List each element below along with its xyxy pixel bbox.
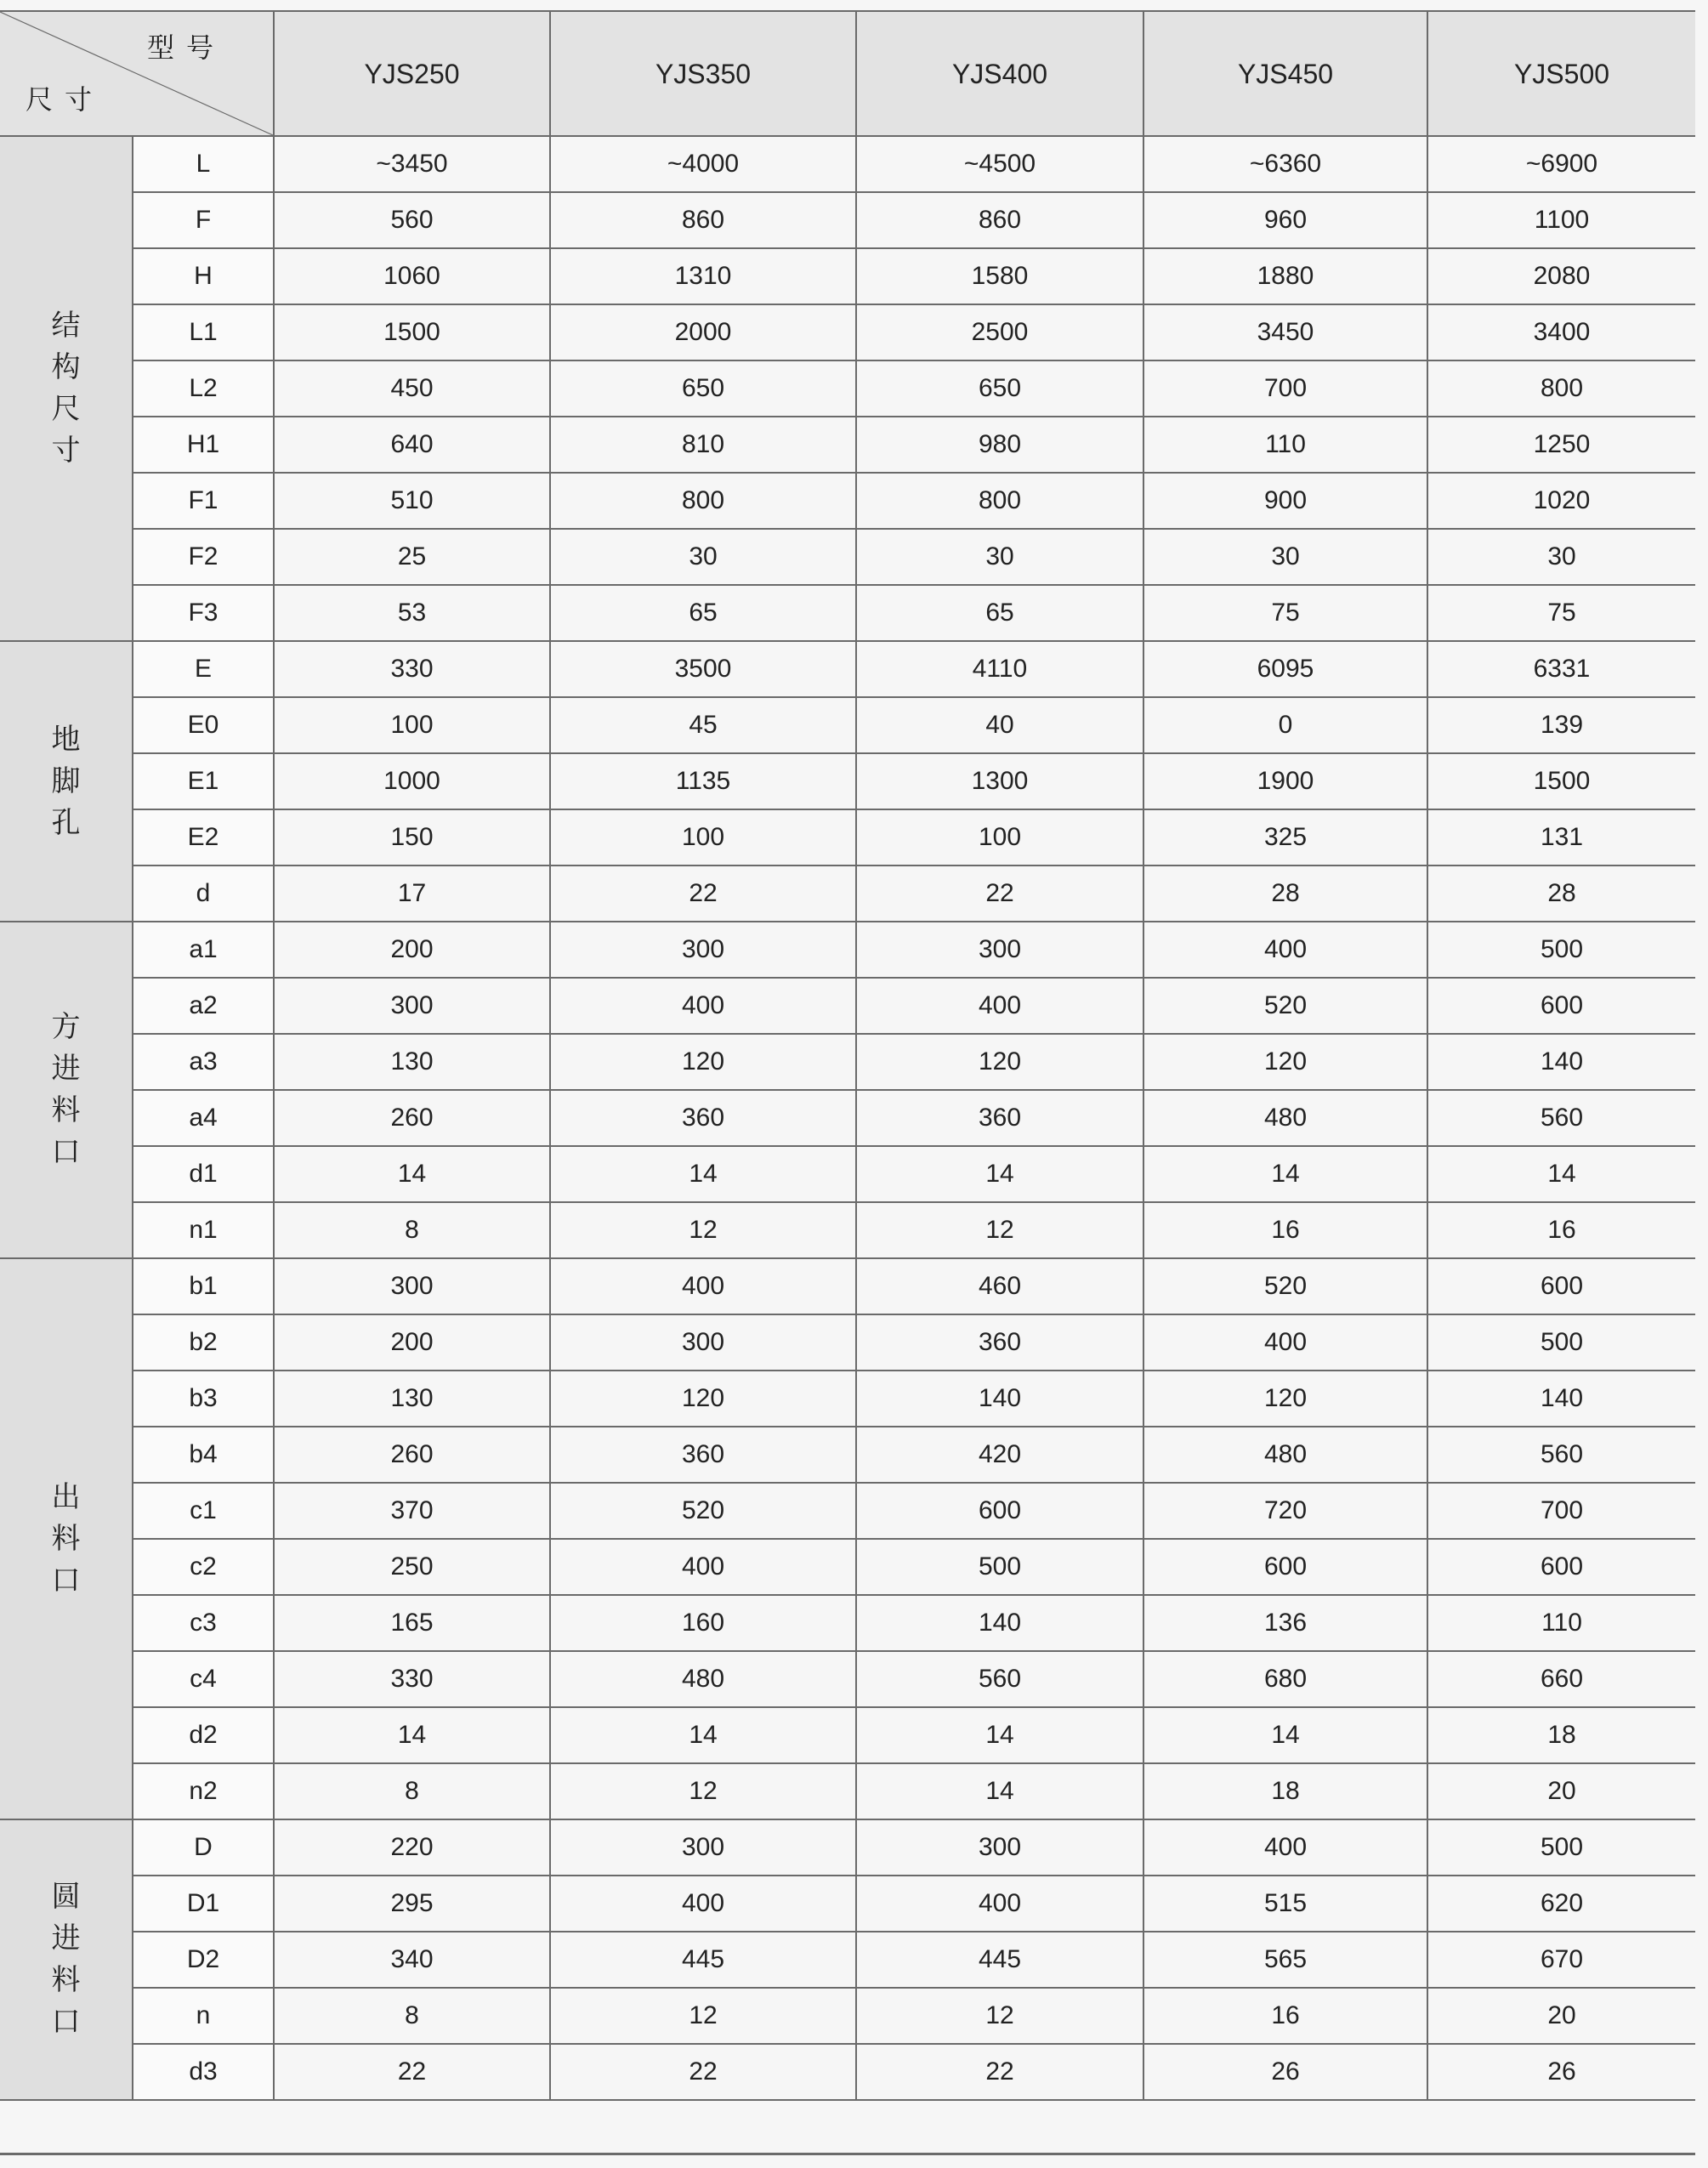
param-cell: F bbox=[133, 192, 274, 248]
value-cell: 130 bbox=[274, 1034, 550, 1090]
param-cell: c2 bbox=[133, 1539, 274, 1595]
value-cell: 260 bbox=[274, 1090, 550, 1146]
value-cell: 480 bbox=[550, 1651, 856, 1707]
value-cell: 22 bbox=[274, 2044, 550, 2100]
param-cell: L2 bbox=[133, 360, 274, 417]
model-header: YJS350 bbox=[550, 11, 856, 136]
param-cell: n bbox=[133, 1988, 274, 2044]
value-cell: 3500 bbox=[550, 641, 856, 697]
value-cell: 560 bbox=[274, 192, 550, 248]
group-label: 地脚孔 bbox=[51, 723, 81, 839]
value-cell: 14 bbox=[856, 1707, 1143, 1763]
table-row bbox=[0, 417, 1695, 473]
value-cell: 18 bbox=[1427, 1707, 1695, 1763]
value-cell: 6095 bbox=[1143, 641, 1427, 697]
value-cell: 20 bbox=[1427, 1763, 1695, 1819]
value-cell: 640 bbox=[274, 417, 550, 473]
value-cell: 480 bbox=[1143, 1427, 1427, 1483]
value-cell: 800 bbox=[550, 473, 856, 529]
table-row bbox=[0, 1427, 1695, 1483]
table-row bbox=[0, 1090, 1695, 1146]
group-label: 结构尺寸 bbox=[51, 309, 81, 467]
value-cell: 1300 bbox=[856, 753, 1143, 809]
table-row bbox=[0, 1763, 1695, 1819]
value-cell: 16 bbox=[1427, 1202, 1695, 1258]
param-cell: c3 bbox=[133, 1595, 274, 1651]
value-cell: 800 bbox=[856, 473, 1143, 529]
value-cell: 136 bbox=[1143, 1595, 1427, 1651]
param-cell: F3 bbox=[133, 585, 274, 641]
param-cell: L bbox=[133, 136, 274, 192]
dimension-table bbox=[0, 10, 1695, 2101]
table-row bbox=[0, 865, 1695, 922]
param-cell: c4 bbox=[133, 1651, 274, 1707]
value-cell: 30 bbox=[550, 529, 856, 585]
value-cell: 20 bbox=[1427, 1988, 1695, 2044]
value-cell: 150 bbox=[274, 809, 550, 865]
value-cell: 16 bbox=[1143, 1988, 1427, 2044]
value-cell: ~6360 bbox=[1143, 136, 1427, 192]
value-cell: 325 bbox=[1143, 809, 1427, 865]
param-cell: b4 bbox=[133, 1427, 274, 1483]
value-cell: 1250 bbox=[1427, 417, 1695, 473]
value-cell: 600 bbox=[856, 1483, 1143, 1539]
value-cell: 400 bbox=[550, 1876, 856, 1932]
value-cell: 960 bbox=[1143, 192, 1427, 248]
value-cell: 22 bbox=[550, 865, 856, 922]
value-cell: 8 bbox=[274, 1988, 550, 2044]
value-cell: 340 bbox=[274, 1932, 550, 1988]
param-cell: b1 bbox=[133, 1258, 274, 1314]
value-cell: 200 bbox=[274, 922, 550, 978]
value-cell: 720 bbox=[1143, 1483, 1427, 1539]
param-cell: D bbox=[133, 1819, 274, 1876]
table-row bbox=[0, 1146, 1695, 1202]
param-cell: a1 bbox=[133, 922, 274, 978]
value-cell: 500 bbox=[856, 1539, 1143, 1595]
value-cell: 14 bbox=[274, 1707, 550, 1763]
value-cell: 300 bbox=[550, 1819, 856, 1876]
value-cell: 75 bbox=[1143, 585, 1427, 641]
value-cell: 1500 bbox=[274, 304, 550, 360]
value-cell: 110 bbox=[1143, 417, 1427, 473]
value-cell: 1000 bbox=[274, 753, 550, 809]
param-cell: L1 bbox=[133, 304, 274, 360]
group-label: 圆进料口 bbox=[51, 1881, 81, 2038]
value-cell: 1900 bbox=[1143, 753, 1427, 809]
table-row bbox=[0, 1314, 1695, 1371]
value-cell: 300 bbox=[856, 1819, 1143, 1876]
param-cell: d1 bbox=[133, 1146, 274, 1202]
value-cell: 520 bbox=[1143, 978, 1427, 1034]
value-cell: 620 bbox=[1427, 1876, 1695, 1932]
value-cell: 520 bbox=[1143, 1258, 1427, 1314]
value-cell: 420 bbox=[856, 1427, 1143, 1483]
model-header: YJS500 bbox=[1427, 11, 1695, 136]
value-cell: 1880 bbox=[1143, 248, 1427, 304]
value-cell: 14 bbox=[856, 1763, 1143, 1819]
value-cell: 16 bbox=[1143, 1202, 1427, 1258]
table-row bbox=[0, 809, 1695, 865]
table-row bbox=[0, 529, 1695, 585]
value-cell: 26 bbox=[1143, 2044, 1427, 2100]
value-cell: 12 bbox=[856, 1988, 1143, 2044]
value-cell: 400 bbox=[550, 1539, 856, 1595]
value-cell: 400 bbox=[1143, 1819, 1427, 1876]
param-cell: n2 bbox=[133, 1763, 274, 1819]
value-cell: 130 bbox=[274, 1371, 550, 1427]
table-row bbox=[0, 248, 1695, 304]
value-cell: 650 bbox=[550, 360, 856, 417]
table-row bbox=[0, 1371, 1695, 1427]
value-cell: 450 bbox=[274, 360, 550, 417]
table-row bbox=[0, 1483, 1695, 1539]
group-label: 方进料口 bbox=[51, 1011, 81, 1168]
value-cell: 560 bbox=[856, 1651, 1143, 1707]
header-row bbox=[0, 11, 1695, 136]
value-cell: 14 bbox=[274, 1146, 550, 1202]
value-cell: 26 bbox=[1427, 2044, 1695, 2100]
table-row bbox=[0, 136, 1695, 192]
value-cell: 300 bbox=[274, 978, 550, 1034]
value-cell: 370 bbox=[274, 1483, 550, 1539]
table-row bbox=[0, 192, 1695, 248]
table-row bbox=[0, 473, 1695, 529]
value-cell: 30 bbox=[1143, 529, 1427, 585]
value-cell: 650 bbox=[856, 360, 1143, 417]
corner-diagonal bbox=[0, 12, 273, 135]
value-cell: 140 bbox=[856, 1595, 1143, 1651]
corner-label-dimension: 尺寸 bbox=[26, 84, 105, 115]
corner-cell bbox=[0, 11, 274, 136]
param-cell: F1 bbox=[133, 473, 274, 529]
value-cell: 800 bbox=[1427, 360, 1695, 417]
value-cell: 400 bbox=[550, 978, 856, 1034]
param-cell: d bbox=[133, 865, 274, 922]
value-cell: 400 bbox=[1143, 1314, 1427, 1371]
value-cell: 28 bbox=[1143, 865, 1427, 922]
table-row bbox=[0, 753, 1695, 809]
value-cell: 1100 bbox=[1427, 192, 1695, 248]
value-cell: 300 bbox=[550, 922, 856, 978]
value-cell: 680 bbox=[1143, 1651, 1427, 1707]
value-cell: 330 bbox=[274, 641, 550, 697]
table-row bbox=[0, 697, 1695, 753]
value-cell: 8 bbox=[274, 1763, 550, 1819]
value-cell: 400 bbox=[550, 1258, 856, 1314]
value-cell: 700 bbox=[1427, 1483, 1695, 1539]
table-row bbox=[0, 1651, 1695, 1707]
value-cell: 12 bbox=[550, 1988, 856, 2044]
value-cell: 670 bbox=[1427, 1932, 1695, 1988]
value-cell: 500 bbox=[1427, 922, 1695, 978]
value-cell: 120 bbox=[1143, 1034, 1427, 1090]
value-cell: 14 bbox=[1143, 1707, 1427, 1763]
table-row bbox=[0, 1258, 1695, 1314]
value-cell: 0 bbox=[1143, 697, 1427, 753]
value-cell: 17 bbox=[274, 865, 550, 922]
model-header: YJS450 bbox=[1143, 11, 1427, 136]
value-cell: 295 bbox=[274, 1876, 550, 1932]
value-cell: 28 bbox=[1427, 865, 1695, 922]
group-label-cell bbox=[0, 922, 133, 1258]
table-row bbox=[0, 1034, 1695, 1090]
value-cell: 460 bbox=[856, 1258, 1143, 1314]
value-cell: ~4000 bbox=[550, 136, 856, 192]
table-row bbox=[0, 1539, 1695, 1595]
value-cell: 600 bbox=[1427, 978, 1695, 1034]
value-cell: 3450 bbox=[1143, 304, 1427, 360]
value-cell: 120 bbox=[1143, 1371, 1427, 1427]
value-cell: 1135 bbox=[550, 753, 856, 809]
value-cell: 560 bbox=[1427, 1427, 1695, 1483]
table-row bbox=[0, 1876, 1695, 1932]
value-cell: 600 bbox=[1143, 1539, 1427, 1595]
corner-label-model: 型号 bbox=[146, 32, 225, 63]
value-cell: 300 bbox=[274, 1258, 550, 1314]
value-cell: 560 bbox=[1427, 1090, 1695, 1146]
table-row bbox=[0, 1932, 1695, 1988]
value-cell: 400 bbox=[856, 1876, 1143, 1932]
table-row bbox=[0, 1988, 1695, 2044]
table-row bbox=[0, 641, 1695, 697]
value-cell: 12 bbox=[550, 1202, 856, 1258]
value-cell: 100 bbox=[274, 697, 550, 753]
value-cell: 18 bbox=[1143, 1763, 1427, 1819]
value-cell: 220 bbox=[274, 1819, 550, 1876]
value-cell: 480 bbox=[1143, 1090, 1427, 1146]
value-cell: 45 bbox=[550, 697, 856, 753]
value-cell: 53 bbox=[274, 585, 550, 641]
bottom-rule bbox=[0, 2153, 1695, 2155]
value-cell: 140 bbox=[1427, 1371, 1695, 1427]
value-cell: 445 bbox=[856, 1932, 1143, 1988]
value-cell: 160 bbox=[550, 1595, 856, 1651]
param-cell: H bbox=[133, 248, 274, 304]
value-cell: 980 bbox=[856, 417, 1143, 473]
value-cell: 600 bbox=[1427, 1539, 1695, 1595]
table-row bbox=[0, 922, 1695, 978]
value-cell: 360 bbox=[856, 1090, 1143, 1146]
value-cell: 300 bbox=[856, 922, 1143, 978]
value-cell: 360 bbox=[550, 1427, 856, 1483]
value-cell: 14 bbox=[1143, 1146, 1427, 1202]
value-cell: 65 bbox=[856, 585, 1143, 641]
table-row bbox=[0, 1202, 1695, 1258]
value-cell: 1580 bbox=[856, 248, 1143, 304]
param-cell: D1 bbox=[133, 1876, 274, 1932]
value-cell: 110 bbox=[1427, 1595, 1695, 1651]
value-cell: 8 bbox=[274, 1202, 550, 1258]
param-cell: E1 bbox=[133, 753, 274, 809]
value-cell: 25 bbox=[274, 529, 550, 585]
value-cell: 260 bbox=[274, 1427, 550, 1483]
value-cell: 1060 bbox=[274, 248, 550, 304]
param-cell: a4 bbox=[133, 1090, 274, 1146]
value-cell: 510 bbox=[274, 473, 550, 529]
value-cell: 140 bbox=[856, 1371, 1143, 1427]
table-row bbox=[0, 1819, 1695, 1876]
value-cell: 900 bbox=[1143, 473, 1427, 529]
param-cell: a2 bbox=[133, 978, 274, 1034]
value-cell: 100 bbox=[550, 809, 856, 865]
value-cell: 140 bbox=[1427, 1034, 1695, 1090]
param-cell: c1 bbox=[133, 1483, 274, 1539]
value-cell: 250 bbox=[274, 1539, 550, 1595]
group-label: 出料口 bbox=[51, 1480, 81, 1597]
value-cell: 1020 bbox=[1427, 473, 1695, 529]
model-header: YJS400 bbox=[856, 11, 1143, 136]
group-label-cell bbox=[0, 136, 133, 641]
value-cell: ~3450 bbox=[274, 136, 550, 192]
value-cell: 12 bbox=[550, 1763, 856, 1819]
value-cell: 4110 bbox=[856, 641, 1143, 697]
param-cell: d3 bbox=[133, 2044, 274, 2100]
group-label-cell bbox=[0, 641, 133, 922]
value-cell: 500 bbox=[1427, 1314, 1695, 1371]
value-cell: 360 bbox=[856, 1314, 1143, 1371]
value-cell: 14 bbox=[550, 1707, 856, 1763]
value-cell: 360 bbox=[550, 1090, 856, 1146]
value-cell: 300 bbox=[550, 1314, 856, 1371]
table-row bbox=[0, 585, 1695, 641]
value-cell: 65 bbox=[550, 585, 856, 641]
value-cell: ~6900 bbox=[1427, 136, 1695, 192]
value-cell: 2000 bbox=[550, 304, 856, 360]
value-cell: 445 bbox=[550, 1932, 856, 1988]
value-cell: 22 bbox=[856, 865, 1143, 922]
value-cell: 75 bbox=[1427, 585, 1695, 641]
value-cell: 860 bbox=[856, 192, 1143, 248]
group-label-cell bbox=[0, 1258, 133, 1819]
value-cell: 400 bbox=[856, 978, 1143, 1034]
value-cell: 330 bbox=[274, 1651, 550, 1707]
param-cell: H1 bbox=[133, 417, 274, 473]
value-cell: 2500 bbox=[856, 304, 1143, 360]
value-cell: 131 bbox=[1427, 809, 1695, 865]
value-cell: 22 bbox=[550, 2044, 856, 2100]
value-cell: 500 bbox=[1427, 1819, 1695, 1876]
value-cell: 139 bbox=[1427, 697, 1695, 753]
table-row bbox=[0, 360, 1695, 417]
param-cell: D2 bbox=[133, 1932, 274, 1988]
value-cell: 515 bbox=[1143, 1876, 1427, 1932]
param-cell: E bbox=[133, 641, 274, 697]
param-cell: d2 bbox=[133, 1707, 274, 1763]
param-cell: E0 bbox=[133, 697, 274, 753]
value-cell: 660 bbox=[1427, 1651, 1695, 1707]
value-cell: 520 bbox=[550, 1483, 856, 1539]
param-cell: E2 bbox=[133, 809, 274, 865]
value-cell: 6331 bbox=[1427, 641, 1695, 697]
value-cell: 600 bbox=[1427, 1258, 1695, 1314]
table-row bbox=[0, 304, 1695, 360]
value-cell: 1310 bbox=[550, 248, 856, 304]
model-header: YJS250 bbox=[274, 11, 550, 136]
value-cell: 120 bbox=[550, 1034, 856, 1090]
value-cell: 12 bbox=[856, 1202, 1143, 1258]
table-row bbox=[0, 978, 1695, 1034]
param-cell: b2 bbox=[133, 1314, 274, 1371]
value-cell: 120 bbox=[550, 1371, 856, 1427]
value-cell: 22 bbox=[856, 2044, 1143, 2100]
value-cell: 565 bbox=[1143, 1932, 1427, 1988]
value-cell: 400 bbox=[1143, 922, 1427, 978]
value-cell: 1500 bbox=[1427, 753, 1695, 809]
value-cell: 2080 bbox=[1427, 248, 1695, 304]
value-cell: 14 bbox=[1427, 1146, 1695, 1202]
value-cell: ~4500 bbox=[856, 136, 1143, 192]
table-row bbox=[0, 1707, 1695, 1763]
param-cell: n1 bbox=[133, 1202, 274, 1258]
value-cell: 120 bbox=[856, 1034, 1143, 1090]
value-cell: 30 bbox=[856, 529, 1143, 585]
param-cell: F2 bbox=[133, 529, 274, 585]
param-cell: a3 bbox=[133, 1034, 274, 1090]
table-row bbox=[0, 2044, 1695, 2100]
value-cell: 3400 bbox=[1427, 304, 1695, 360]
value-cell: 200 bbox=[274, 1314, 550, 1371]
value-cell: 700 bbox=[1143, 360, 1427, 417]
value-cell: 100 bbox=[856, 809, 1143, 865]
value-cell: 14 bbox=[550, 1146, 856, 1202]
value-cell: 40 bbox=[856, 697, 1143, 753]
value-cell: 165 bbox=[274, 1595, 550, 1651]
table-row bbox=[0, 1595, 1695, 1651]
value-cell: 810 bbox=[550, 417, 856, 473]
value-cell: 30 bbox=[1427, 529, 1695, 585]
value-cell: 860 bbox=[550, 192, 856, 248]
group-label-cell bbox=[0, 1819, 133, 2100]
param-cell: b3 bbox=[133, 1371, 274, 1427]
value-cell: 14 bbox=[856, 1146, 1143, 1202]
